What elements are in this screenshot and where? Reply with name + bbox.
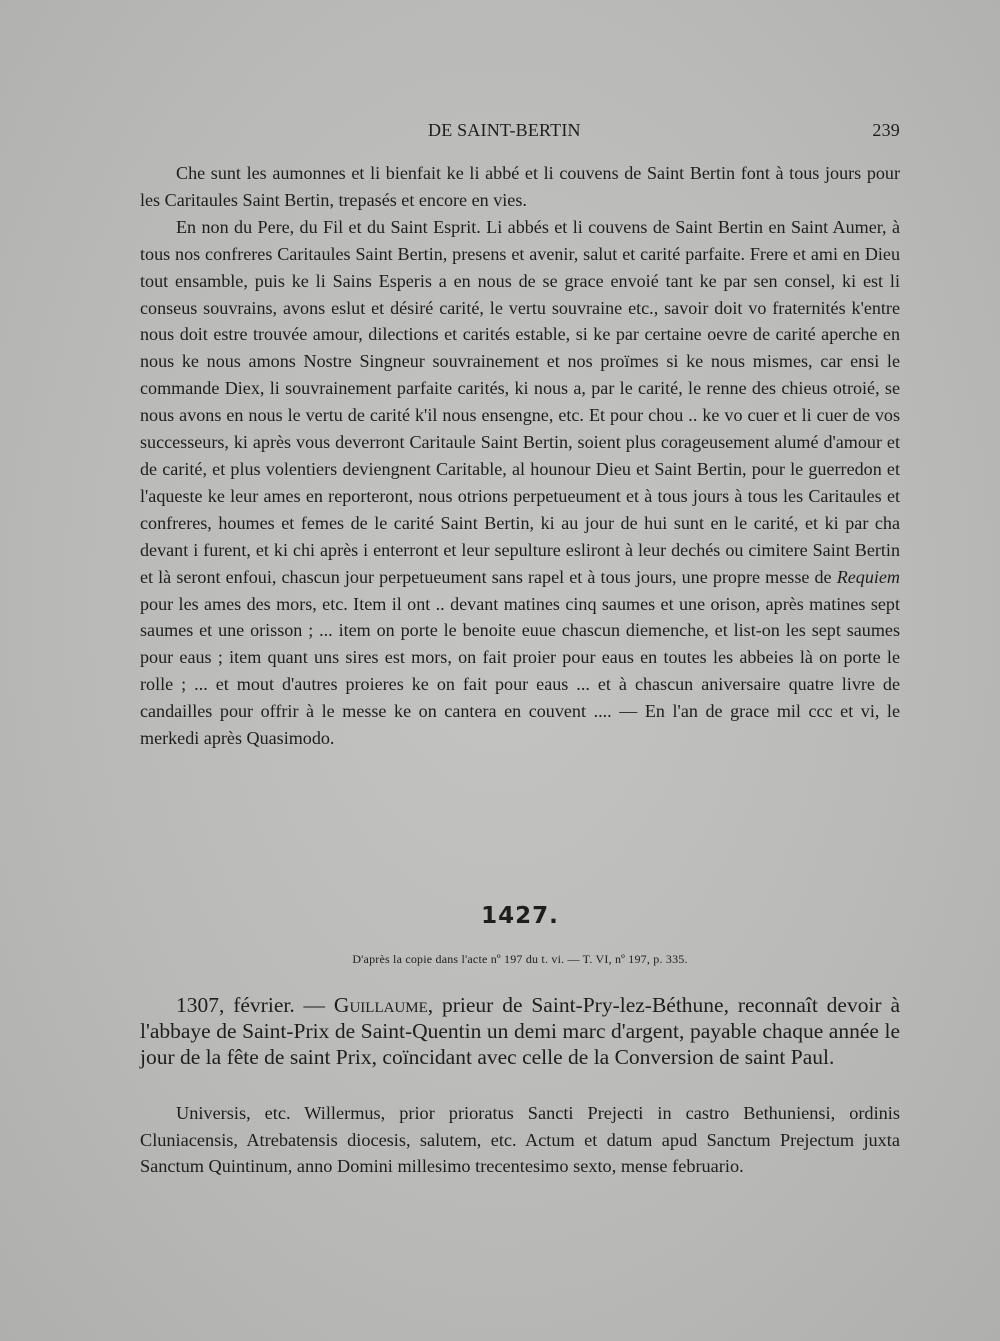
entry-number: 1427. [481,903,559,929]
summary-name: Guillaume [333,993,428,1017]
charter-body-paragraph [140,214,900,752]
source-note: D'après la copie dans l'acte nº 197 du t. vi. — T. VI, nº 197, p. 335. [352,952,688,966]
running-title: DE SAINT-BERTIN [428,120,581,140]
charter-body-text: En non du Pere, du Fil et du Saint Esprit. Li abbés et li couvens de Saint Bertin en Saint Aumer, à tous nos confreres Caritaules Saint Bertin, presens et avenir, salut et carité parfaite. Frere et ami en Dieu tout ensamble, puis ke li Sains Esperis a en nous de se grace envoié tant ke par sen consel, ki est li conseus souvrains, avons eslut et désiré carité, le vertu souvraine etc., savoir doit vo fraternités k'entre nous doit estre trouvée amour, dilections et carités estable, si ke par certaine oevre de carité aperche en nous ke nous amons Nostre Singneur souvrainement et nos proïmes si ke nous mismes, car ensi le commande Diex, li souvrainement parfaite carités, ki nous a, par le carité, le renne des chieus otroié, se nous avons en nous le vertu de carité k'il nous ensengne, etc. Et pour chou .. ke vo cuer et li cuer de vos successeurs, ki après vous deverront Caritaule Saint Bertin, soient plus corageusement alumé d'amour et de carité, et plus volentiers deviengnent Caritable, al hounour Dieu et Saint Bertin, pour le guerredon et l'aqueste ke leur ames en reporteront, nous otrions perpetueument et à tous jours à tous les Caritaules et confreres, houmes et femes de le carité Saint Bertin, ki au jour de hui sunt en le carité, et ki par cha devant i furent, et ki chi après i enterront et leur sepulture esliront à leur dechés ou cimitere Saint Bertin et là seront enfoui, chascun jour perpetueument sans rapel et à tous jours, une propre messe de [140,216,900,587]
latin-charter-paragraph: Universis, etc. Willermus, prior prioratus Sancti Prejecti in castro Bethuniensi, ordinis Cluniacensis, Atrebatensis diocesis, salutem, etc. Actum et datum apud Sanctum Prejectum juxta Sanctum Quintinum, anno Domini millesimo trecentesimo sexto, mense februario. [140,1103,900,1177]
entry-summary [140,992,900,1070]
charter-heading-paragraph: Che sunt les aumonnes et li bienfait ke li abbé et li couvens de Saint Bertin font à tous jours pour les Caritaules Saint Bertin, trepasés et encore en vies. [140,163,900,210]
summary-text: , prieur de Saint-Pry-lez-Béthune, reconnaît devoir à l'abbaye de Saint-Prix de Saint-Quentin un demi marc d'argent, payable chaque année le jour de la fête de saint Prix, coïncidant avec celle de la Conversion de saint Paul. [140,993,900,1069]
charter-body-text-continued: pour les ames des mors, etc. Item il ont .. devant matines cinq saumes et une orison, après matines sept saumes et une orisson ; ... item on porte le benoite euue chascun diemenche, et list-on les sept saumes pour eaus ; item quant uns sires est mors, on fait proier pour eaus en toutes les abbeies là on porte le rolle ; ... et mout d'autres proieres ke on fait pour eaus ... et à chascun aniversaire quatre livre de candailles pour offrir à le messe ke on cantera en couvent .... — En l'an de grace mil ccc et vi, le merkedi après Quasimodo. [140,593,900,749]
charter-text-latin [140,1100,900,1180]
page-number: 239 [872,120,900,140]
summary-date: 1307, février. — [176,993,334,1017]
charter-text-old-french [140,160,900,752]
page-header [140,120,900,144]
italic-word-requiem: Requiem [836,566,900,587]
summary-paragraph [140,992,900,1070]
